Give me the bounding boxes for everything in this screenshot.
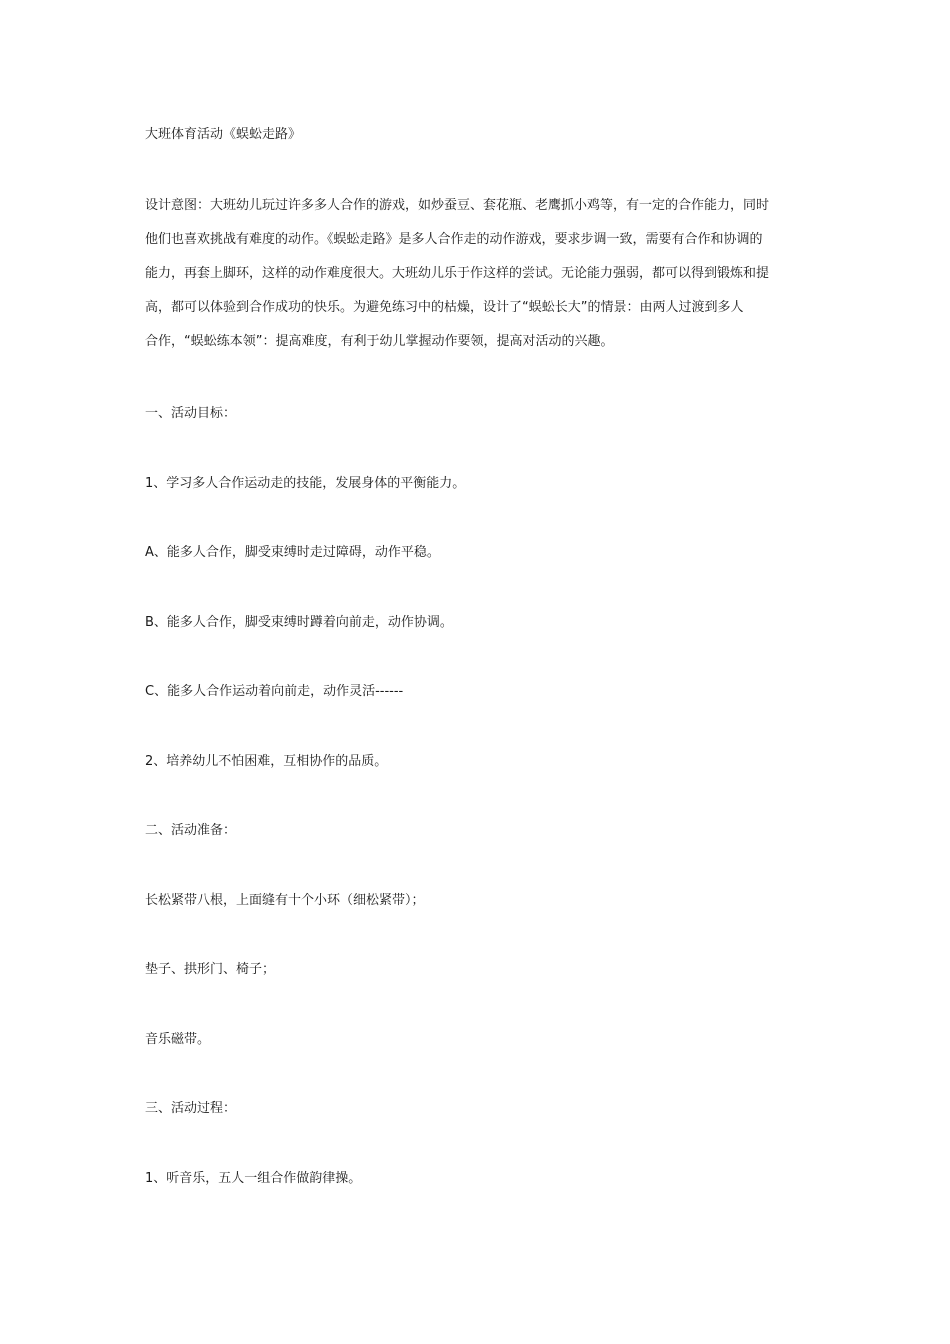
goal-item: 2、培养幼儿不怕困难，互相协作的品质。 bbox=[145, 754, 388, 769]
goal-subitem: B、能多人合作，脚受束缚时蹲着向前走，动作协调。 bbox=[145, 615, 453, 630]
preparation-item: 长松紧带八根，上面缝有十个小环（细松紧带）； bbox=[145, 893, 425, 908]
intro-line: 设计意图：大班幼儿玩过许多多人合作的游戏，如炒蚕豆、套花瓶、老鹰抓小鸡等，有一定的合作能力，同时 bbox=[145, 198, 770, 213]
intro-line: 合作，“蜈蚣练本领”：提高难度，有利于幼儿掌握动作要领，提高对活动的兴趣。 bbox=[145, 334, 614, 349]
section-heading-preparation: 二、活动准备： bbox=[145, 823, 237, 838]
goal-subitem: A、能多人合作，脚受束缚时走过障碍，动作平稳。 bbox=[145, 545, 440, 560]
design-intent-paragraph bbox=[145, 198, 813, 368]
intro-line: 能力，再套上脚环，这样的动作难度很大。大班幼儿乐于作这样的尝试。无论能力强弱，都可以得到锻炼和提 bbox=[145, 266, 770, 281]
preparation-item: 垫子、拱形门、椅子； bbox=[145, 962, 276, 977]
intro-line: 他们也喜欢挑战有难度的动作。《蜈蚣走路》是多人合作走的动作游戏，要求步调一致，需要有合作和协调的 bbox=[145, 232, 763, 247]
intro-line: 高，都可以体验到合作成功的快乐。为避免练习中的枯燥，设计了“蜈蚣长大”的情景：由两人过渡到多人 bbox=[145, 300, 744, 315]
section-heading-goals: 一、活动目标： bbox=[145, 406, 237, 421]
preparation-item: 音乐磁带。 bbox=[145, 1032, 211, 1047]
process-step: 1、听音乐，五人一组合作做韵律操。 bbox=[145, 1171, 362, 1186]
goal-item: 1、学习多人合作运动走的技能，发展身体的平衡能力。 bbox=[145, 476, 466, 491]
goal-subitem: C、能多人合作运动着向前走，动作灵活------ bbox=[145, 684, 404, 699]
document-title: 大班体育活动《蜈蚣走路》 bbox=[145, 127, 302, 142]
section-heading-process: 三、活动过程： bbox=[145, 1101, 237, 1116]
